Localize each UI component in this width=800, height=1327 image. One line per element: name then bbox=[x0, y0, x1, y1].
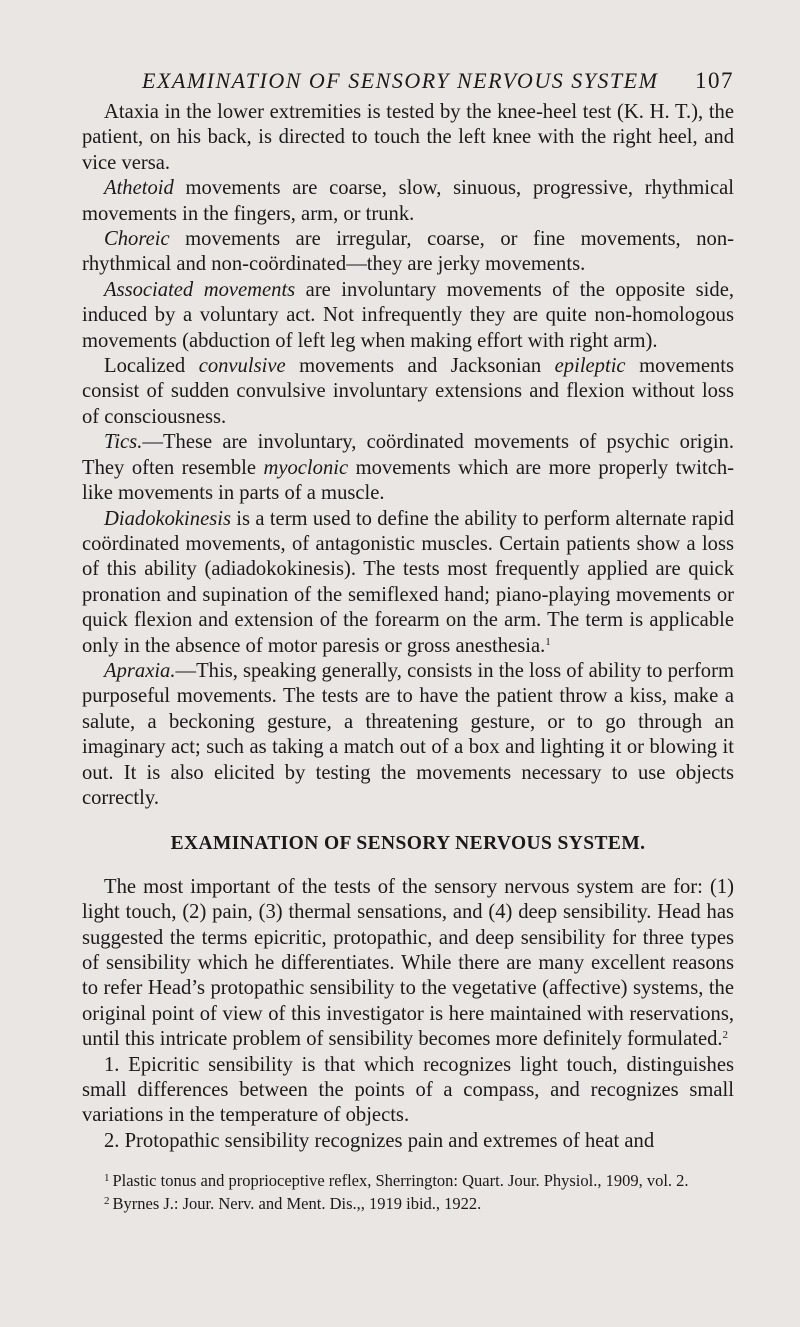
tics-term: Tics. bbox=[104, 431, 143, 454]
paragraph-tics bbox=[82, 430, 734, 506]
paragraph-localized bbox=[82, 354, 734, 430]
diadokokinesis-term: Diadokokinesis bbox=[104, 507, 231, 530]
paragraph-athetoid bbox=[82, 176, 734, 227]
paragraph-apraxia bbox=[82, 659, 734, 811]
footnote-ref-1: 1 bbox=[545, 635, 551, 648]
epicritic-text: 1. Epicritic sensibility is that which recognizes light touch, distinguishes small differences between the points of a compass, and recognizes small variations in the temperature of objects. bbox=[82, 1053, 734, 1127]
footnote-2-text: Byrnes J.: Jour. Nerv. and Ment. Dis.,, 1919 ibid., 1922. bbox=[112, 1194, 482, 1214]
localized-text-a: Localized bbox=[104, 355, 199, 378]
body-text bbox=[82, 100, 734, 1154]
sensory-intro-text: The most important of the tests of the sensory nervous system are for: (1) light touch, (2) pain, (3) thermal sensations, and (4) deep sensibility. Head has suggested the terms epicritic, protopathic, and deep sensibility for three types of sensibility which he differentiates. While there are many excellent reasons to refer Head’s protopathic sensibility to the vegetative (affective) systems, the original point of view of this investigator is here maintained with reservations, until this intricate problem of sensibility becomes more definitely formulated. bbox=[82, 875, 734, 1051]
apraxia-text: —This, speaking generally, consists in the loss of ability to perform purposeful movements. The tests are to have the patient throw a kiss, make a salute, a beckoning gesture, a threatening gesture, or to go through an imaginary act; such as taking a match out of a box and lighting it or blowing it out. It is also elicited by testing the movements necessary to use objects correctly. bbox=[82, 659, 734, 809]
paragraph-sensory-intro bbox=[82, 875, 734, 1053]
choreic-term: Choreic bbox=[104, 228, 170, 251]
athetoid-text: movements are coarse, slow, sinuous, progressive, rhythmical movements in the fingers, arm, or trunk. bbox=[82, 177, 734, 225]
epileptic-term: epileptic bbox=[554, 355, 626, 378]
footnote-2-mark: 2 bbox=[104, 1195, 110, 1208]
diadokokinesis-text: is a term used to define the ability to perform alternate rapid coördinated movements, of antagonistic muscles. Certain patients show a loss of this ability (adiadokokinesis). The tests most frequently applied are quick pronation and supination of the semiflexed hand; piano-playing movements or quick flexion and extension of the forearm on the arm. The term is applicable only in the absence of motor paresis or gross anesthesia. bbox=[82, 507, 734, 657]
apraxia-term: Apraxia. bbox=[104, 659, 176, 682]
footnotes bbox=[82, 1168, 734, 1214]
athetoid-term: Athetoid bbox=[104, 177, 174, 200]
footnote-1-text: Plastic tonus and proprioceptive reflex, Sherrington: Quart. Jour. Physiol., 1909, vol. 2. bbox=[112, 1171, 689, 1191]
running-head bbox=[82, 60, 734, 100]
footnote-1-mark: 1 bbox=[104, 1172, 110, 1185]
paragraph-diadokokinesis bbox=[82, 507, 734, 659]
protopathic-text: 2. Protopathic sensibility recognizes pain and extremes of heat and bbox=[104, 1129, 655, 1152]
ataxia-text: Ataxia in the lower extremities is tested by the knee-heel test (K. H. T.), the patient, on his back, is directed to touch the left knee with the right heel, and vice versa. bbox=[82, 101, 734, 174]
paragraph-ataxia bbox=[82, 100, 734, 176]
localized-text-c: movements consist of sudden convulsive involuntary extensions and flexion without loss of consciousness. bbox=[82, 355, 735, 428]
paragraph-protopathic bbox=[82, 1129, 734, 1154]
paragraph-choreic bbox=[82, 227, 734, 278]
footnote-ref-2: 2 bbox=[722, 1029, 729, 1042]
myoclonic-term: myoclonic bbox=[263, 456, 349, 479]
paragraph-epicritic bbox=[82, 1053, 734, 1129]
localized-text-b: movements and Jacksonian bbox=[285, 355, 555, 378]
convulsive-term: convulsive bbox=[198, 355, 286, 378]
running-title: EXAMINATION OF SENSORY NERVOUS SYSTEM bbox=[142, 68, 659, 93]
footnote-2 bbox=[82, 1191, 734, 1214]
choreic-text: movements are irregular, coarse, or fine movements, non-rhythmical and non-coördinated—they are jerky movements. bbox=[82, 228, 734, 276]
tics-text-a: —These are involuntary, coördinated movements of psychic origin. They often resemble bbox=[82, 431, 734, 479]
tics-text-b: movements which are more properly twitch-like movements in parts of a muscle. bbox=[82, 456, 734, 505]
section-heading: EXAMINATION OF SENSORY NERVOUS SYSTEM. bbox=[170, 833, 646, 855]
page-number: 107 bbox=[695, 68, 734, 93]
associated-term: Associated movements bbox=[104, 278, 296, 301]
paragraph-associated bbox=[82, 278, 734, 354]
associated-text: are involuntary movements of the opposite side, induced by a voluntary act. Not infrequently they are quite non-homologous movements (abduction of left leg when making effort with right arm). bbox=[82, 278, 734, 352]
footnote-1 bbox=[82, 1168, 734, 1191]
